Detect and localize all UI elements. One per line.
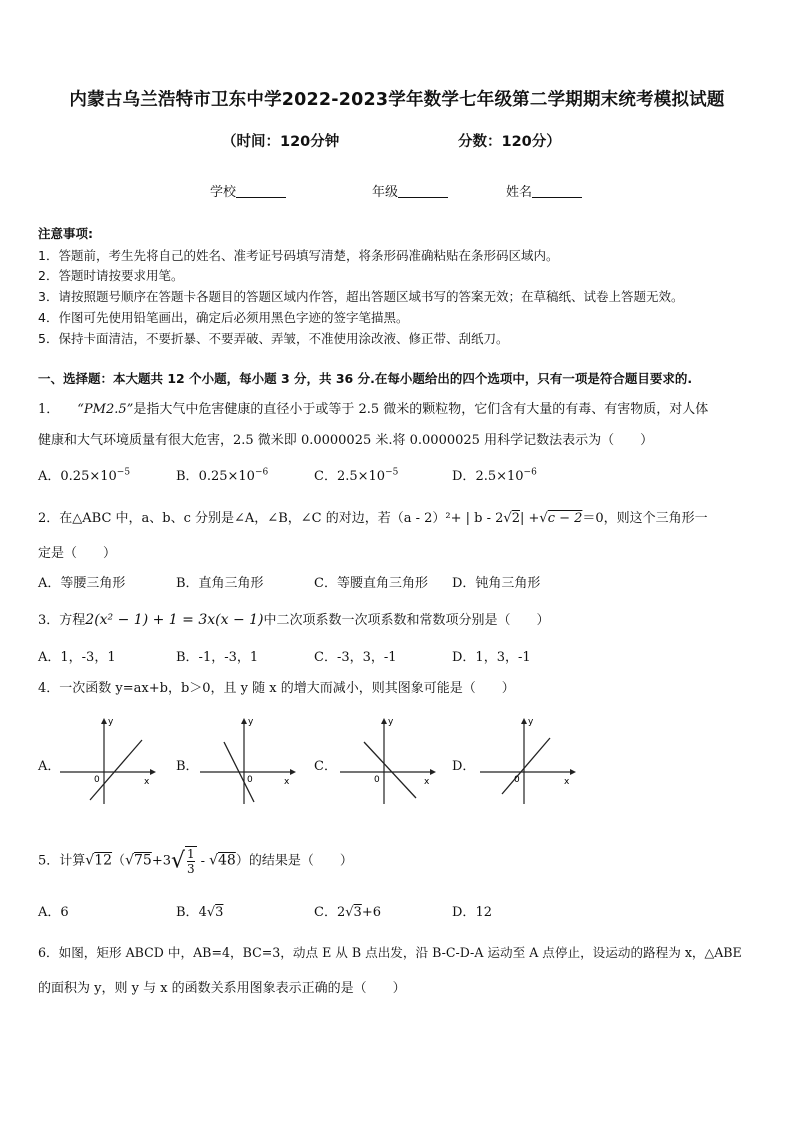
- x-axis-label: x: [564, 777, 570, 787]
- sqrt-75: √75: [125, 852, 152, 869]
- q4-number: 4．: [38, 681, 60, 696]
- x-axis-label: x: [144, 777, 150, 787]
- q5-option-d[interactable]: D．12: [452, 905, 492, 920]
- exam-title: 内蒙古乌兰浩特市卫东中学2022-2023学年数学七年级第二学期期末统考模拟试题: [69, 90, 725, 110]
- grade-blank[interactable]: [398, 184, 448, 198]
- school-label: 学校: [210, 185, 237, 200]
- q4-option-c[interactable]: C．: [314, 759, 337, 774]
- q6-line1: 6．如图，矩形 ABCD 中，AB=4，BC=3，动点 E 从 B 点出发，沿 B-C-D-A 运动至 A 点停止，设运动的路程为 x，△ABE: [38, 945, 742, 960]
- q1-option-a[interactable]: A．$0.25\times 10^{-5}$: [38, 467, 131, 484]
- q2-option-a[interactable]: A．等腰三角形: [38, 576, 126, 591]
- x-axis-label: x: [284, 777, 290, 787]
- q1-pm: “PM2.5”: [77, 402, 134, 417]
- q1-line2: 健康和大气环境质量有很大危害，2.5 微米即 0.0000025 米.将 0.0000025 用科学记数法表示为（ ）: [38, 433, 654, 448]
- notice-heading: 注意事项:: [38, 226, 93, 241]
- notice-item: 3．请按照题号顺序在答题卡各题目的答题区域内作答，超出答题区域书写的答案无效；在草稿纸、试卷上答题无效。: [38, 289, 684, 304]
- sqrt-2: √2: [503, 511, 520, 526]
- sqrt-c-2: √c − 2: [539, 511, 583, 526]
- y-axis-label: y: [388, 717, 394, 727]
- sqrt-12: √12: [85, 852, 113, 869]
- exam-score: 分数：120分）: [458, 134, 561, 150]
- q6-number: 6．: [38, 945, 59, 960]
- line-graph: [90, 740, 142, 800]
- q3-option-b[interactable]: B．-1，-3，1: [176, 650, 259, 665]
- grade-field: [372, 181, 448, 200]
- q5-number: 5．: [38, 853, 60, 869]
- y-axis-label: y: [528, 717, 534, 727]
- q1-text1: 是指大气中危害健康的直径小于或等于 2.5 微米的颗粒物，它们含有大量的有毒、有害物质，对人体: [133, 402, 709, 417]
- y-axis-label: y: [108, 717, 114, 727]
- name-blank[interactable]: [532, 184, 582, 198]
- q4-option-d[interactable]: D．: [452, 759, 476, 774]
- x-axis-label: x: [424, 777, 430, 787]
- q4-option-a[interactable]: A．: [38, 759, 61, 774]
- q2-option-b[interactable]: B．直角三角形: [176, 576, 264, 591]
- line-graph: [364, 742, 416, 798]
- q5-option-c[interactable]: C．2√3+6: [314, 905, 381, 920]
- notice-item: 2．答题时请按要求用笔。: [38, 268, 184, 283]
- q1-number: 1．: [38, 402, 60, 417]
- line-graph: [502, 738, 550, 794]
- origin-label: 0: [94, 775, 100, 785]
- q4-option-b[interactable]: B．: [176, 759, 199, 774]
- q6-line2: 的面积为 y，则 y 与 x 的函数关系用图象表示正确的是（ ）: [38, 981, 406, 996]
- q2-line1: 2．在△ABC 中，a、b、c 分别是∠A，∠B，∠C 的对边，若（a - 2）²+ | b - 2√2| +√c − 2＝0，则这个三角形一: [38, 511, 708, 526]
- origin-label: 0: [514, 775, 520, 785]
- q3-number: 3．: [38, 613, 60, 628]
- y-axis-label: y: [248, 717, 254, 727]
- q5-option-a[interactable]: A．6: [38, 905, 69, 920]
- q2-option-d[interactable]: D．钝角三角形: [452, 576, 541, 591]
- q2-line2: 定是（ ）: [38, 546, 117, 561]
- q4-graph-a: [60, 716, 160, 808]
- notice-item: 5．保持卡面清洁，不要折暴、不要弄破、弄皱，不准使用涂改液、修正带、刮纸刀。: [38, 331, 509, 346]
- name-field: [506, 181, 582, 200]
- q4-graph-c: [340, 716, 440, 808]
- q4-graph-b: [200, 716, 300, 808]
- q1-line1: [38, 398, 708, 417]
- sqrt-48: √48: [209, 852, 236, 869]
- q2-option-c[interactable]: C．等腰直角三角形: [314, 576, 428, 591]
- exam-time: （时间：120分钟: [222, 134, 340, 150]
- school-blank[interactable]: [236, 184, 286, 198]
- notice-item: 4．作图可先使用铅笔画出，确定后必须用黑色字迹的签字笔描黑。: [38, 310, 409, 325]
- q1-option-c[interactable]: C．$2.5\times 10^{-5}$: [314, 467, 399, 484]
- q4-graph-d: [480, 716, 580, 808]
- q4-line: 4．一次函数 y=ax+b，b＞0，且 y 随 x 的增大而减小，则其图象可能是（ ）: [38, 681, 515, 696]
- grade-label: 年级: [372, 185, 399, 200]
- origin-label: 0: [247, 775, 253, 785]
- q1-option-b[interactable]: B．$0.25\times 10^{-6}$: [176, 467, 269, 484]
- q3-option-d[interactable]: D．1，3，-1: [452, 650, 531, 665]
- q3-option-a[interactable]: A．1，-3，1: [38, 650, 116, 665]
- q3-line: 3．方程2(x² − 1) + 1 = 3x(x − 1)中二次项系数一次项系数和常数项分别是（ ）: [38, 612, 550, 628]
- q5-option-b[interactable]: B．4√3: [176, 905, 224, 920]
- name-label: 姓名: [506, 185, 533, 200]
- q3-option-c[interactable]: C．-3，3，-1: [314, 650, 397, 665]
- section-heading: 一、选择题：本大题共 12 个小题，每小题 3 分，共 36 分.在每小题给出的四个选项中，只有一项是符合题目要求的.: [38, 371, 693, 386]
- q3-equation: 2(x² − 1) + 1 = 3x(x − 1): [85, 612, 264, 628]
- sqrt-fraction: √ $\frac{1}{3}$: [170, 847, 195, 876]
- school-field: [210, 181, 286, 200]
- origin-label: 0: [374, 775, 380, 785]
- q1-option-d[interactable]: D．$2.5\times 10^{-6}$: [452, 467, 537, 484]
- q5-line: 5．计算√12（√75+3√ $\frac{1}{3}$ - √48）的结果是（ ）: [38, 847, 353, 876]
- q2-number: 2．: [38, 511, 60, 526]
- notice-item: 1．答题前，考生先将自己的姓名、准考证号码填写清楚，将条形码准确粘贴在条形码区域内。: [38, 248, 559, 263]
